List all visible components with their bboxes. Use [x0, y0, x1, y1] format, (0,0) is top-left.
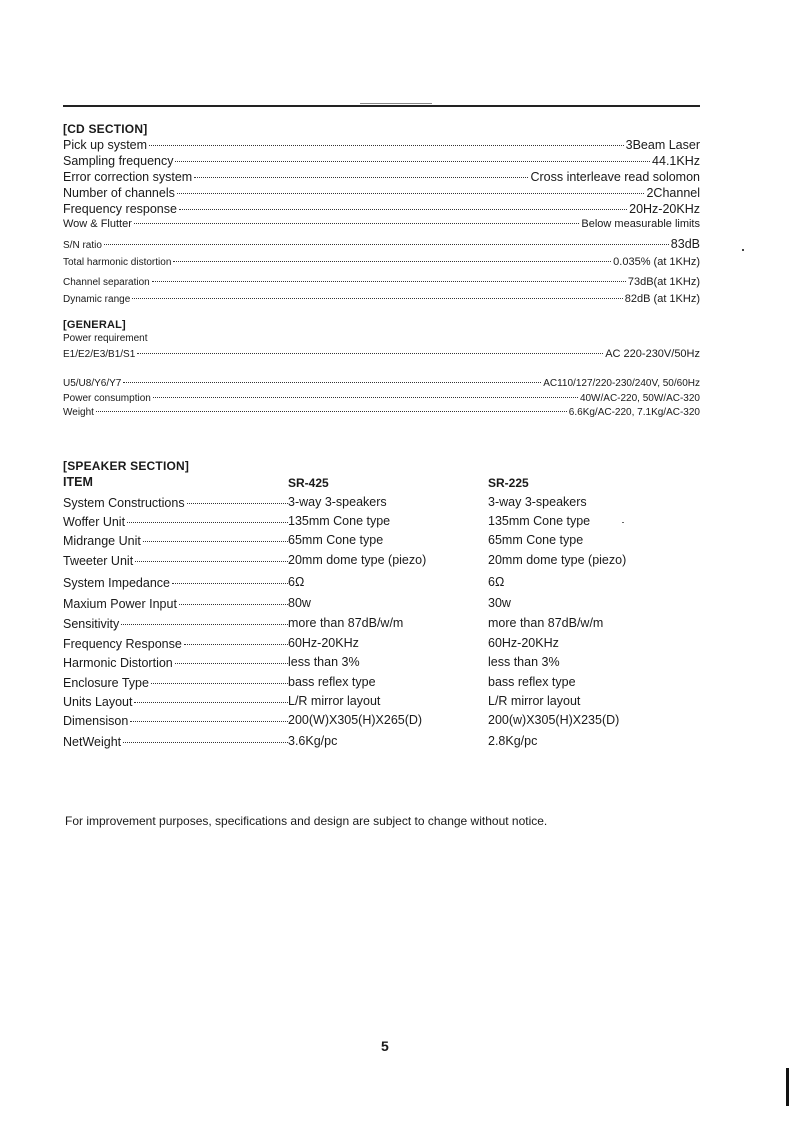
- spec-label: Pick up system: [63, 137, 148, 152]
- spec-label: Dynamic range: [63, 293, 131, 305]
- general-row-weight: [63, 404, 700, 418]
- spec-value: 20Hz-20KHz: [629, 201, 700, 216]
- spec-value: 2Channel: [646, 185, 700, 200]
- page-number: 5: [381, 1038, 389, 1054]
- sr225-value: 6Ω: [488, 575, 505, 589]
- leader-dots: [179, 197, 627, 210]
- sr425-value: 200(W)X305(H)X265(D): [288, 713, 423, 727]
- row-lead: [63, 675, 288, 690]
- spec-label: Dimensison: [63, 714, 129, 729]
- sr225-value: L/R mirror layout: [488, 694, 581, 708]
- general-row-e1: [63, 346, 700, 360]
- spec-label: Channel separation: [63, 276, 150, 288]
- leader-dots: [151, 672, 288, 684]
- leader-dots: [123, 731, 288, 743]
- leader-dots: [177, 181, 645, 194]
- speaker-row-units-layout: [63, 694, 700, 710]
- speaker-section-heading: [SPEAKER SECTION]: [63, 459, 190, 473]
- speaker-row-net-weight: [63, 734, 700, 750]
- top-rule-highlight: [360, 103, 432, 104]
- sr425-value: 60Hz-20KHz: [288, 636, 359, 650]
- sr425-value: L/R mirror layout: [288, 694, 381, 708]
- row-lead: [63, 495, 288, 510]
- sr425-value: 3-way 3-speakers: [288, 495, 387, 509]
- spec-label: Enclosure Type: [63, 676, 149, 691]
- speaker-row-frequency-response: [63, 636, 700, 652]
- leader-dots: [143, 530, 288, 542]
- row-lead: [63, 713, 288, 728]
- leader-dots: [184, 633, 288, 645]
- speaker-row-sensitivity: [63, 616, 700, 632]
- spec-label: Sensitivity: [63, 617, 120, 632]
- sr225-value: 60Hz-20KHz: [488, 636, 559, 650]
- cd-row-dynamic-range: [63, 291, 700, 305]
- spec-label: Total harmonic distortion: [63, 256, 172, 268]
- sr225-value: 2.8Kg/pc: [488, 734, 538, 748]
- leader-dots: [134, 213, 580, 224]
- spec-label: Sampling frequency: [63, 153, 174, 168]
- leader-dots: [153, 387, 578, 398]
- row-lead: [63, 655, 288, 670]
- row-lead: [63, 514, 288, 529]
- spec-label: Maxium Power Input: [63, 597, 177, 612]
- leader-dots: [137, 343, 603, 354]
- speaker-row-midrange: [63, 533, 700, 549]
- spec-value: AC 220-230V/50Hz: [605, 347, 700, 360]
- speaker-row-woffer: [63, 514, 700, 530]
- sr425-value: 6Ω: [288, 575, 305, 589]
- row-lead: [63, 596, 288, 611]
- spec-label: Power consumption: [63, 392, 151, 404]
- spec-value: Below measurable limits: [581, 218, 700, 231]
- top-rule: [63, 105, 700, 107]
- sr225-value: 3-way 3-speakers: [488, 495, 587, 509]
- spec-label: Weight: [63, 406, 94, 418]
- sr425-value: 65mm Cone type: [288, 533, 384, 547]
- spec-label: E1/E2/E3/B1/S1: [63, 348, 136, 360]
- spec-label: System Constructions: [63, 496, 185, 511]
- cd-row-channel-separation: [63, 274, 700, 288]
- spec-value: 73dB(at 1KHz): [627, 275, 700, 288]
- leader-dots: [175, 149, 650, 162]
- sr225-value: 20mm dome type (piezo): [488, 553, 627, 567]
- row-lead: [63, 575, 288, 590]
- leader-dots: [123, 372, 541, 383]
- leader-dots: [104, 235, 669, 246]
- spec-label: Number of channels: [63, 185, 175, 200]
- spec-label: Units Layout: [63, 695, 133, 710]
- leader-dots: [134, 691, 288, 703]
- scan-edge-mark: [786, 1068, 789, 1106]
- sr425-value: 135mm Cone type: [288, 514, 391, 528]
- scan-speck: [622, 522, 624, 523]
- row-lead: [63, 553, 288, 568]
- spec-value: AC110/127/220-230/240V, 50/60Hz: [543, 377, 700, 389]
- leader-dots: [187, 492, 288, 504]
- leader-dots: [173, 251, 611, 262]
- sr425-value: 80w: [288, 596, 311, 610]
- spec-value: Cross interleave read solomon: [530, 169, 700, 184]
- sr225-value: 200(w)X305(H)X235(D): [488, 713, 620, 727]
- general-heading: [GENERAL]: [63, 319, 126, 331]
- spec-label: S/N ratio: [63, 240, 102, 251]
- leader-dots: [132, 288, 623, 299]
- sr225-value: less than 3%: [488, 655, 560, 669]
- spec-label: Wow & Flutter: [63, 218, 132, 231]
- leader-dots: [175, 652, 288, 664]
- spec-value: 3Beam Laser: [625, 137, 700, 152]
- spec-label: U5/U8/Y6/Y7: [63, 377, 122, 389]
- spec-label: Harmonic Distortion: [63, 656, 173, 671]
- spec-label: Frequency Response: [63, 637, 182, 652]
- model-heading-sr225: SR-225: [488, 476, 529, 490]
- spec-label: Error correction system: [63, 169, 193, 184]
- leader-dots: [127, 511, 288, 523]
- speaker-row-tweeter: [63, 553, 700, 569]
- leader-dots: [194, 165, 528, 178]
- sr425-value: 3.6Kg/pc: [288, 734, 338, 748]
- speaker-row-max-power: [63, 596, 700, 612]
- leader-dots: [130, 710, 288, 722]
- speaker-row-impedance: [63, 575, 700, 591]
- item-column-heading: ITEM: [63, 475, 93, 489]
- spec-value: 0.035% (at 1KHz): [613, 255, 700, 268]
- sr225-value: bass reflex type: [488, 675, 576, 689]
- spec-label: Frequency response: [63, 201, 177, 216]
- scan-speck: [742, 249, 744, 251]
- row-lead: [63, 533, 288, 548]
- speaker-row-enclosure: [63, 675, 700, 691]
- sr225-value: 30w: [488, 596, 511, 610]
- sr225-value: 135mm Cone type: [488, 514, 591, 528]
- speaker-row-system-constructions: [63, 495, 700, 511]
- cd-section-heading: [CD SECTION]: [63, 122, 148, 136]
- spec-value: 6.6Kg/AC-220, 7.1Kg/AC-320: [568, 406, 700, 418]
- leader-dots: [172, 572, 288, 584]
- sr225-value: 65mm Cone type: [488, 533, 584, 547]
- speaker-row-harmonic-distortion: [63, 655, 700, 671]
- row-lead: [63, 616, 288, 631]
- sr425-value: bass reflex type: [288, 675, 376, 689]
- row-lead: [63, 636, 288, 651]
- model-heading-sr425: SR-425: [288, 476, 329, 490]
- power-requirement-label: Power requirement: [63, 333, 148, 344]
- spec-label: NetWeight: [63, 735, 122, 750]
- leader-dots: [96, 401, 567, 412]
- sr425-value: 20mm dome type (piezo): [288, 553, 427, 567]
- cd-row-sn-ratio: [63, 237, 700, 251]
- leader-dots: [152, 271, 626, 282]
- leader-dots: [135, 550, 288, 562]
- leader-dots: [121, 613, 288, 625]
- spec-value: 83dB: [670, 237, 700, 251]
- spec-value: 40W/AC-220, 50W/AC-320: [579, 392, 700, 404]
- sr425-value: more than 87dB/w/m: [288, 616, 404, 630]
- cd-row-wow-flutter: [63, 216, 700, 230]
- change-notice: For improvement purposes, specifications and design are subject to change without notice.: [65, 814, 548, 828]
- row-lead: [63, 694, 288, 709]
- spec-label: Midrange Unit: [63, 534, 141, 549]
- cd-row-thd: [63, 254, 700, 268]
- sr225-value: more than 87dB/w/m: [488, 616, 604, 630]
- spec-label: Woffer Unit: [63, 515, 126, 530]
- leader-dots: [179, 593, 288, 605]
- row-lead: [63, 734, 288, 749]
- spec-label: Tweeter Unit: [63, 554, 134, 569]
- spec-value: 82dB (at 1KHz): [624, 292, 700, 305]
- spec-label: System Impedance: [63, 576, 170, 591]
- sr425-value: less than 3%: [288, 655, 360, 669]
- leader-dots: [149, 133, 624, 146]
- spec-value: 44.1KHz: [652, 153, 700, 168]
- speaker-row-dimension: [63, 713, 700, 729]
